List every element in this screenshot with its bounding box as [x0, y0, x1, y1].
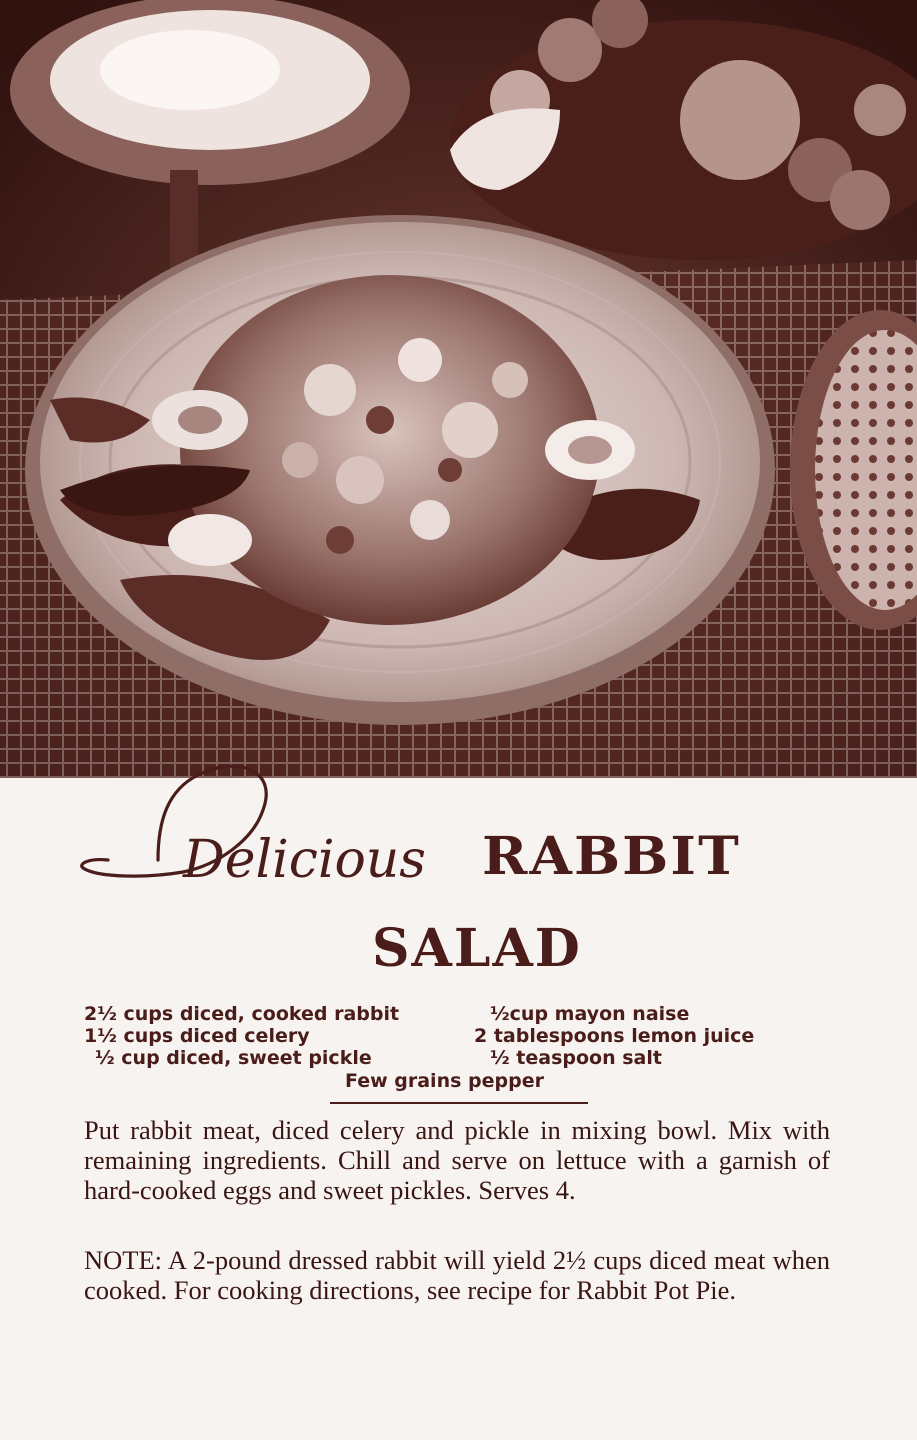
ingredient-item: 2 tablespoons lemon juice: [474, 1025, 755, 1047]
ingredient-item: 1½ cups diced celery: [84, 1025, 310, 1047]
title-line-rabbit: RABBIT: [482, 826, 741, 887]
ingredient-item: Few grains pepper: [345, 1070, 544, 1092]
ingredient-item: ½cup mayon naise: [490, 1003, 690, 1025]
script-word-text: Delicious: [183, 830, 426, 890]
ingredient-item: ½ cup diced, sweet pickle: [95, 1047, 372, 1069]
note-paragraph: NOTE: A 2-pound dressed rabbit will yield 2½ cups diced meat when cooked. For cooking directions, see recipe for Rabbit Pot Pie.: [84, 1245, 830, 1305]
ingredient-item: ½ teaspoon salt: [490, 1047, 662, 1069]
title-script-word: [78, 760, 498, 910]
instructions-paragraph: Put rabbit meat, diced celery and pickle in mixing bowl. Mix with remaining ingredients. Chill and serve on lettuce with a garnish of hard-cooked eggs and sweet pickles. Serves 4.: [84, 1115, 830, 1205]
ingredient-item: 2½ cups diced, cooked rabbit: [84, 1003, 400, 1025]
title-line-salad: SALAD: [372, 918, 582, 979]
divider-rule: [330, 1102, 588, 1104]
